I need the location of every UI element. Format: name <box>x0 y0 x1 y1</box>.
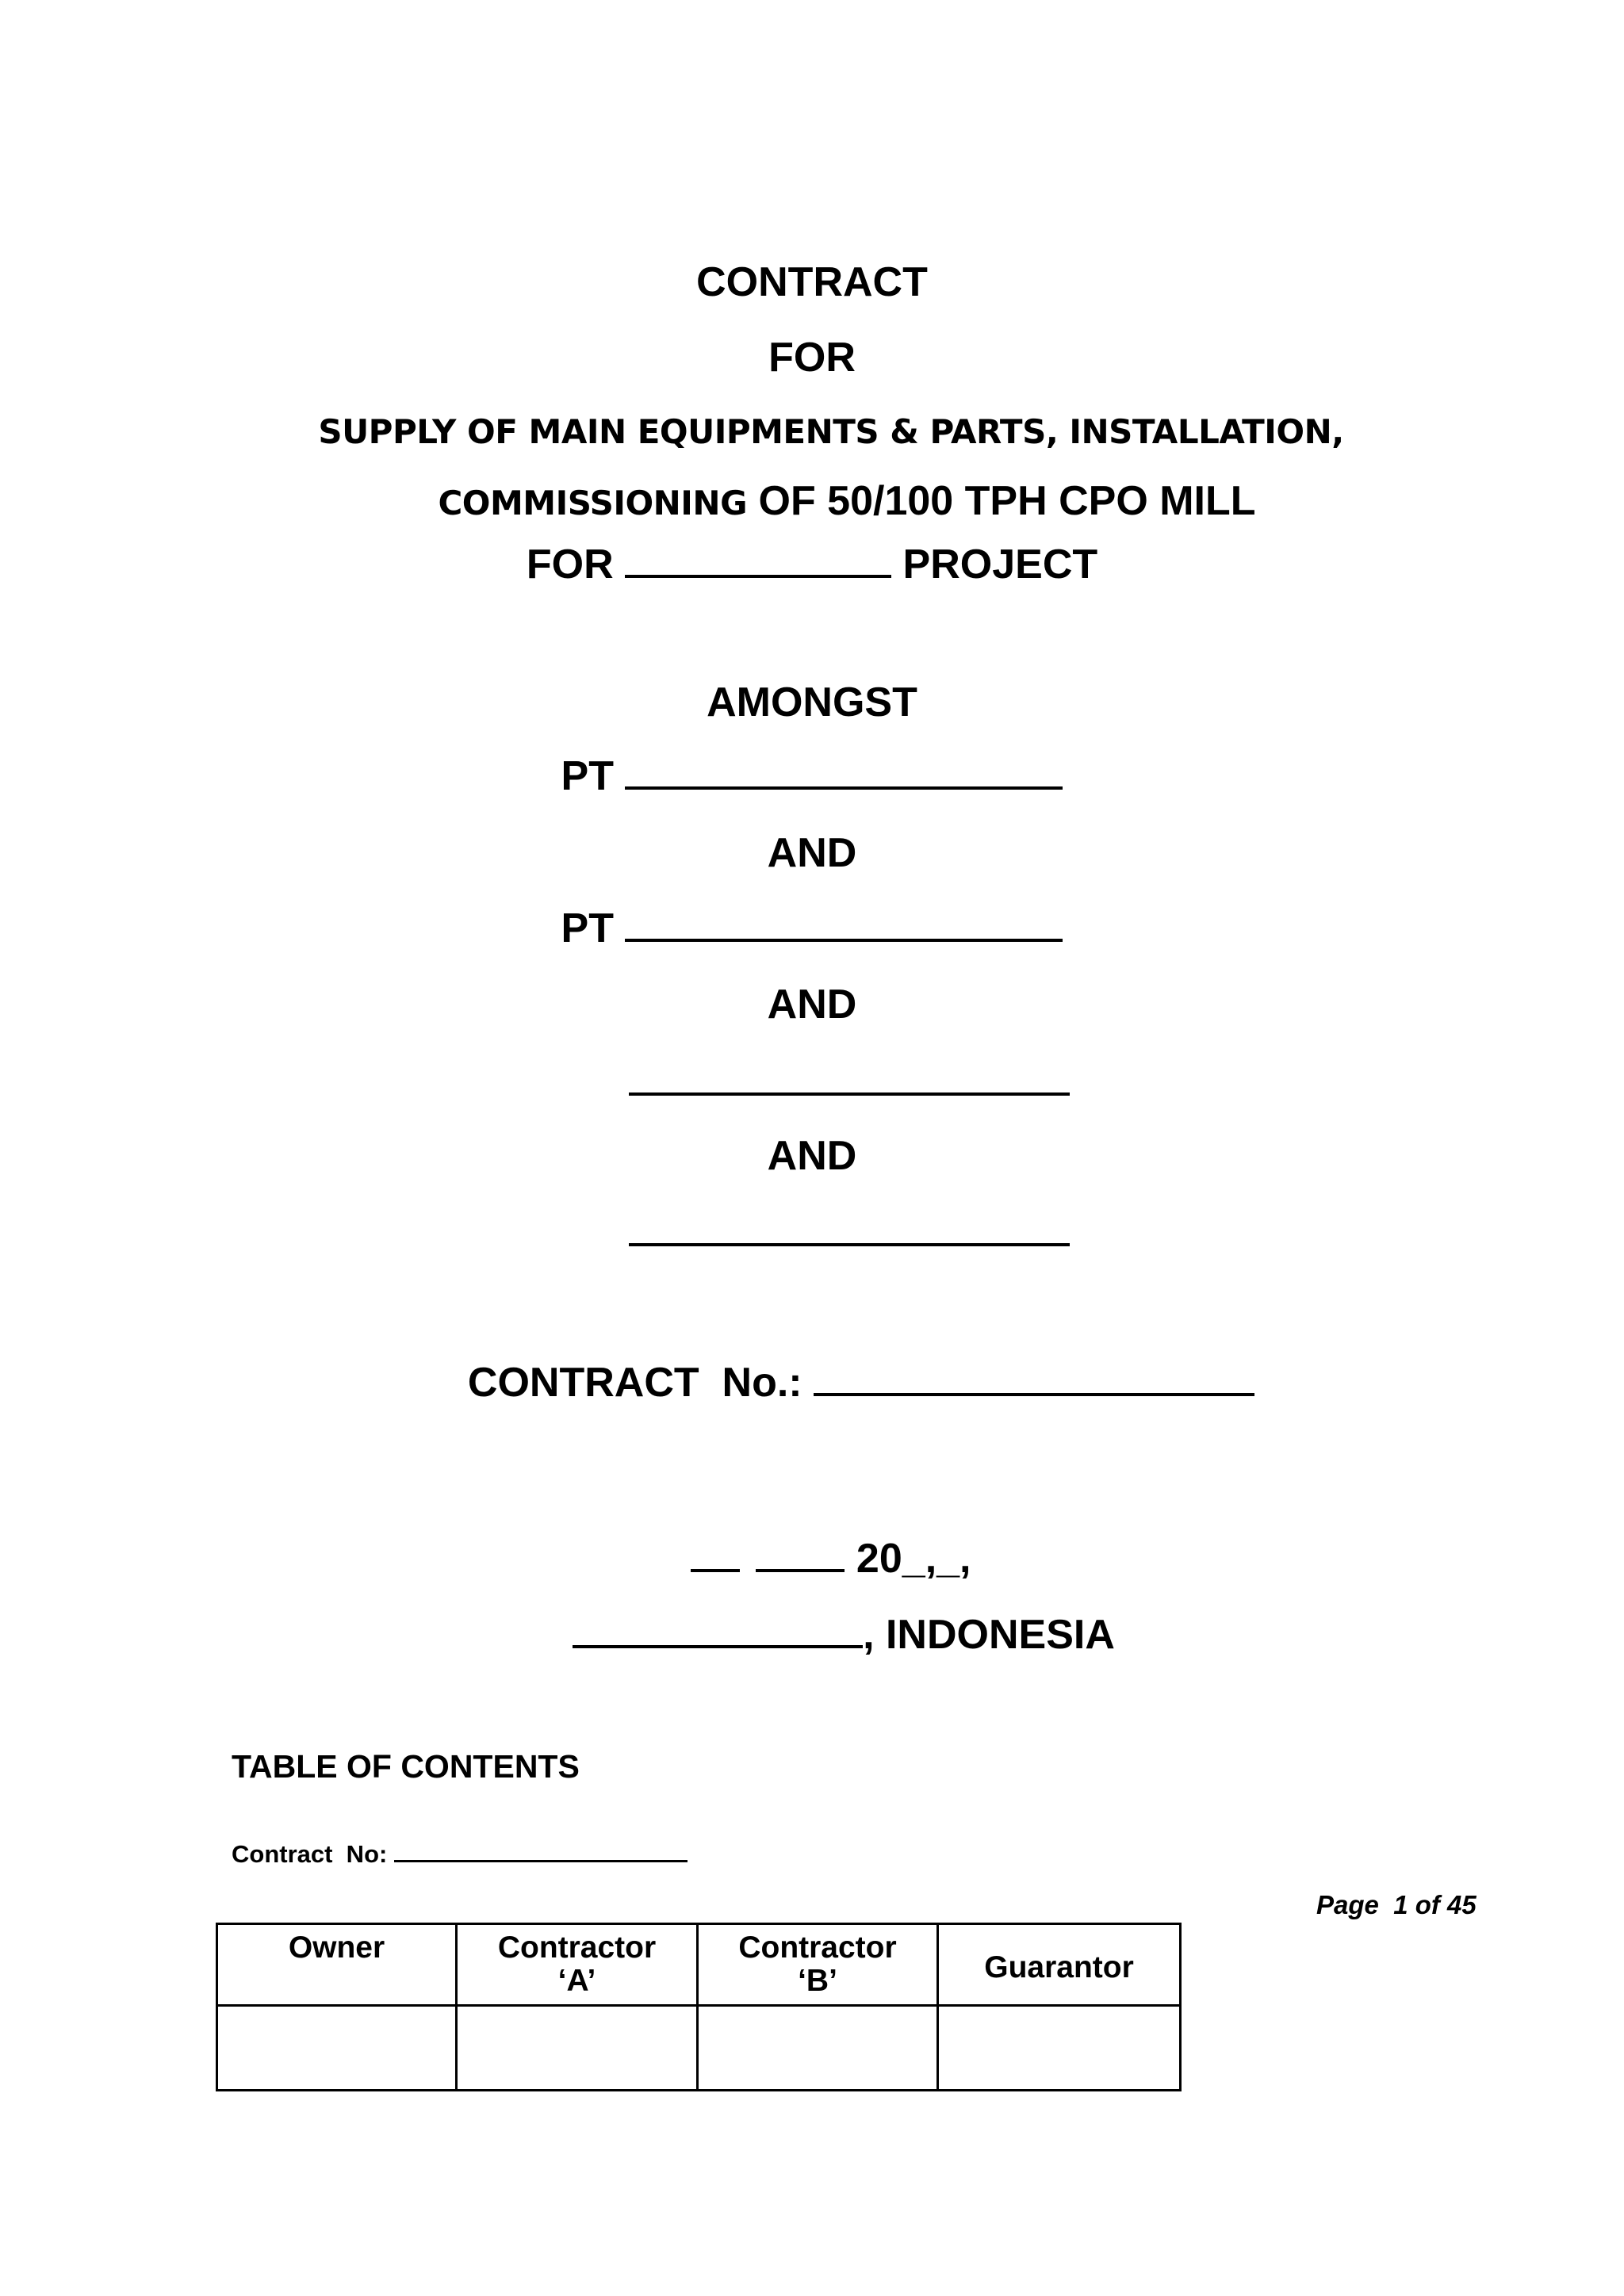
toc-contract-no <box>232 1842 688 1866</box>
title-commissioning-line <box>35 480 1624 522</box>
party-pt-2-blank <box>625 939 1063 942</box>
title-project-suffix: PROJECT <box>891 541 1098 587</box>
title-supply-line: SUPPLY OF MAIN EQUIPMENTS & PARTS, INSTALLATION, <box>318 412 1344 451</box>
contract-no-blank <box>814 1393 1254 1396</box>
toc-contract-no-label: Contract No: <box>232 1840 394 1868</box>
place-line <box>32 1612 1624 1658</box>
title-commissioning-word: COMMISSIONING <box>438 484 748 522</box>
sign-cell-guarantor <box>938 2006 1181 2091</box>
party-3-blank <box>629 1093 1070 1096</box>
page-number: Page 1 of 45 <box>1316 1890 1477 1919</box>
place-blank <box>573 1645 863 1648</box>
date-month-blank <box>756 1569 845 1572</box>
signature-table-header-row <box>217 1924 1181 2006</box>
place-country: , INDONESIA <box>863 1612 1115 1658</box>
party-pt-2-label: PT <box>561 905 626 951</box>
header-owner: Owner <box>217 1924 457 2006</box>
party-pt-2 <box>0 905 1624 951</box>
and-label-1: AND <box>767 830 857 876</box>
sign-cell-contractor-b <box>698 2006 938 2091</box>
sign-cell-owner <box>217 2006 457 2091</box>
party-pt-1 <box>0 753 1624 799</box>
toc-contract-no-blank <box>394 1860 688 1862</box>
party-pt-1-label: PT <box>561 753 626 799</box>
header-guarantor: Guarantor <box>938 1924 1181 2006</box>
date-day-blank <box>691 1569 740 1572</box>
and-label-3: AND <box>767 1133 857 1179</box>
party-pt-1-blank <box>625 786 1063 790</box>
contract-no-label: CONTRACT No.: <box>467 1360 814 1406</box>
and-label-2: AND <box>767 982 857 1027</box>
date-line <box>19 1536 1624 1582</box>
header-contractor-b: Contractor ‘B’ <box>698 1924 938 2006</box>
sign-cell-contractor-a <box>457 2006 698 2091</box>
toc-heading: TABLE OF CONTENTS <box>232 1748 580 1785</box>
project-name-blank <box>625 575 891 578</box>
title-contract: CONTRACT <box>696 259 928 305</box>
signature-table <box>216 1923 1182 2091</box>
title-project-line <box>0 541 1624 587</box>
date-year: 20_,_, <box>845 1536 971 1582</box>
title-for: FOR <box>768 335 856 381</box>
amongst-label: AMONGST <box>707 679 917 725</box>
signature-table-sign-row <box>217 2006 1181 2091</box>
contract-no-line <box>49 1360 1624 1406</box>
party-4-blank <box>629 1243 1070 1246</box>
title-project-prefix: FOR <box>526 541 626 587</box>
header-contractor-a: Contractor ‘A’ <box>457 1924 698 2006</box>
title-mill-spec: OF 50/100 TPH CPO MILL <box>747 478 1256 524</box>
